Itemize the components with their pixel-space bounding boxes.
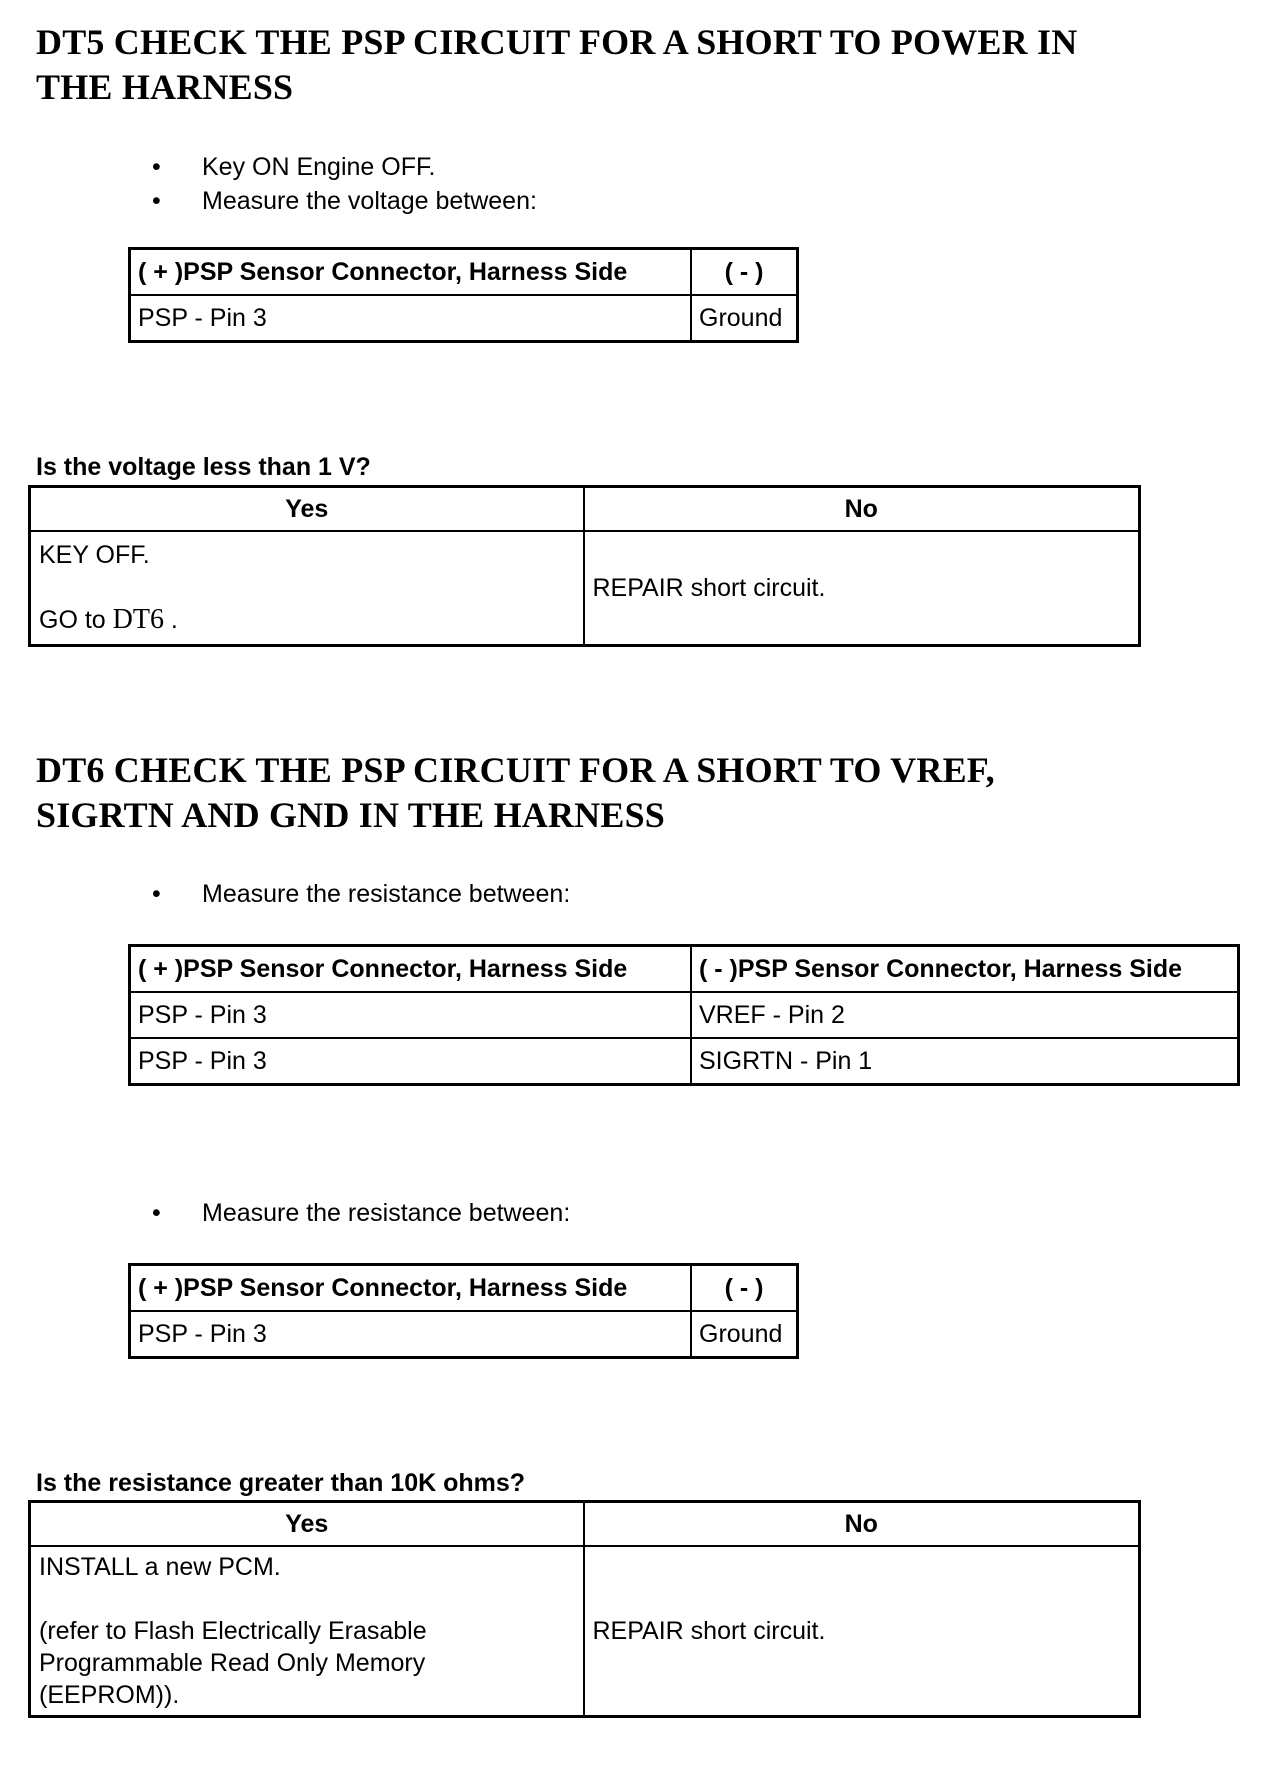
dt5-goto-suffix: .	[163, 605, 178, 634]
dt6-title-line2: SIGRTN AND GND IN THE HARNESS	[36, 795, 666, 835]
dt6-measurement-table-2	[128, 1263, 799, 1359]
table-cell: VREF - Pin 2	[691, 992, 1239, 1038]
table-cell: PSP - Pin 3	[130, 992, 692, 1038]
dt5-question: Is the voltage less than 1 V?	[36, 453, 371, 481]
table-cell: Ground	[691, 1311, 798, 1358]
table-row	[130, 295, 798, 342]
dt5-goto-prefix: GO to	[39, 605, 113, 634]
dt6-no-header: No	[584, 1502, 1140, 1547]
dt6-bullet-list-2	[152, 1196, 570, 1230]
table-row	[130, 1038, 1239, 1085]
dt6-no-cell: REPAIR short circuit.	[584, 1546, 1140, 1717]
dt6-table1-header-positive: ( + )PSP Sensor Connector, Harness Side	[130, 946, 692, 993]
table-row	[130, 992, 1239, 1038]
dt6-yes-line1: INSTALL a new PCM.	[39, 1553, 281, 1581]
table-cell: PSP - Pin 3	[130, 1038, 692, 1085]
dt6-table2-header-positive: ( + )PSP Sensor Connector, Harness Side	[130, 1265, 692, 1312]
dt6-bullet-list-1	[152, 877, 570, 911]
table-cell: PSP - Pin 3	[130, 295, 692, 342]
dt5-bullet-1: • Key ON Engine OFF.	[152, 150, 537, 184]
dt6-heading	[36, 748, 995, 838]
dt5-title-line2: THE HARNESS	[36, 67, 294, 107]
table-cell: SIGRTN - Pin 1	[691, 1038, 1239, 1085]
dt5-decision-table	[28, 485, 1141, 647]
dt5-title-line1: DT5 CHECK THE PSP CIRCUIT FOR A SHORT TO POWER IN	[36, 22, 1078, 62]
dt5-table-header-negative: ( - )	[691, 249, 798, 296]
dt5-bullet-2: • Measure the voltage between:	[152, 184, 537, 218]
dt6-yes-cell	[30, 1546, 584, 1717]
dt5-heading	[36, 20, 1077, 110]
dt6-yes-header: Yes	[30, 1502, 584, 1547]
dt5-yes-line2	[39, 604, 575, 636]
table-cell: PSP - Pin 3	[130, 1311, 692, 1358]
dt5-measurement-table	[128, 247, 799, 343]
dt6-bullet-1: • Measure the resistance between:	[152, 877, 570, 911]
dt6-decision-table	[28, 1500, 1141, 1718]
table-cell: Ground	[691, 295, 798, 342]
dt6-yes-line2: (refer to Flash Electrically Erasable	[39, 1617, 427, 1645]
dt6-measurement-table-1	[128, 944, 1240, 1086]
dt6-title-line1: DT6 CHECK THE PSP CIRCUIT FOR A SHORT TO VREF,	[36, 750, 995, 790]
dt5-table-header-positive: ( + )PSP Sensor Connector, Harness Side	[130, 249, 692, 296]
dt6-table2-header-negative: ( - )	[691, 1265, 798, 1312]
dt6-bullet-2: • Measure the resistance between:	[152, 1196, 570, 1230]
dt6-yes-line4: (EEPROM)).	[39, 1681, 180, 1709]
dt5-no-cell: REPAIR short circuit.	[584, 531, 1140, 646]
dt5-bullet-list	[152, 150, 537, 218]
dt5-yes-cell	[30, 531, 584, 646]
dt5-yes-header: Yes	[30, 487, 584, 532]
dt6-yes-line3: Programmable Read Only Memory	[39, 1649, 426, 1677]
dt5-no-header: No	[584, 487, 1140, 532]
dt6-table1-header-negative: ( - )PSP Sensor Connector, Harness Side	[691, 946, 1239, 993]
dt6-question: Is the resistance greater than 10K ohms?	[36, 1469, 526, 1497]
dt6-link[interactable]: DT6	[112, 603, 164, 635]
dt5-yes-line1: KEY OFF.	[39, 540, 150, 569]
table-row	[130, 1311, 798, 1358]
